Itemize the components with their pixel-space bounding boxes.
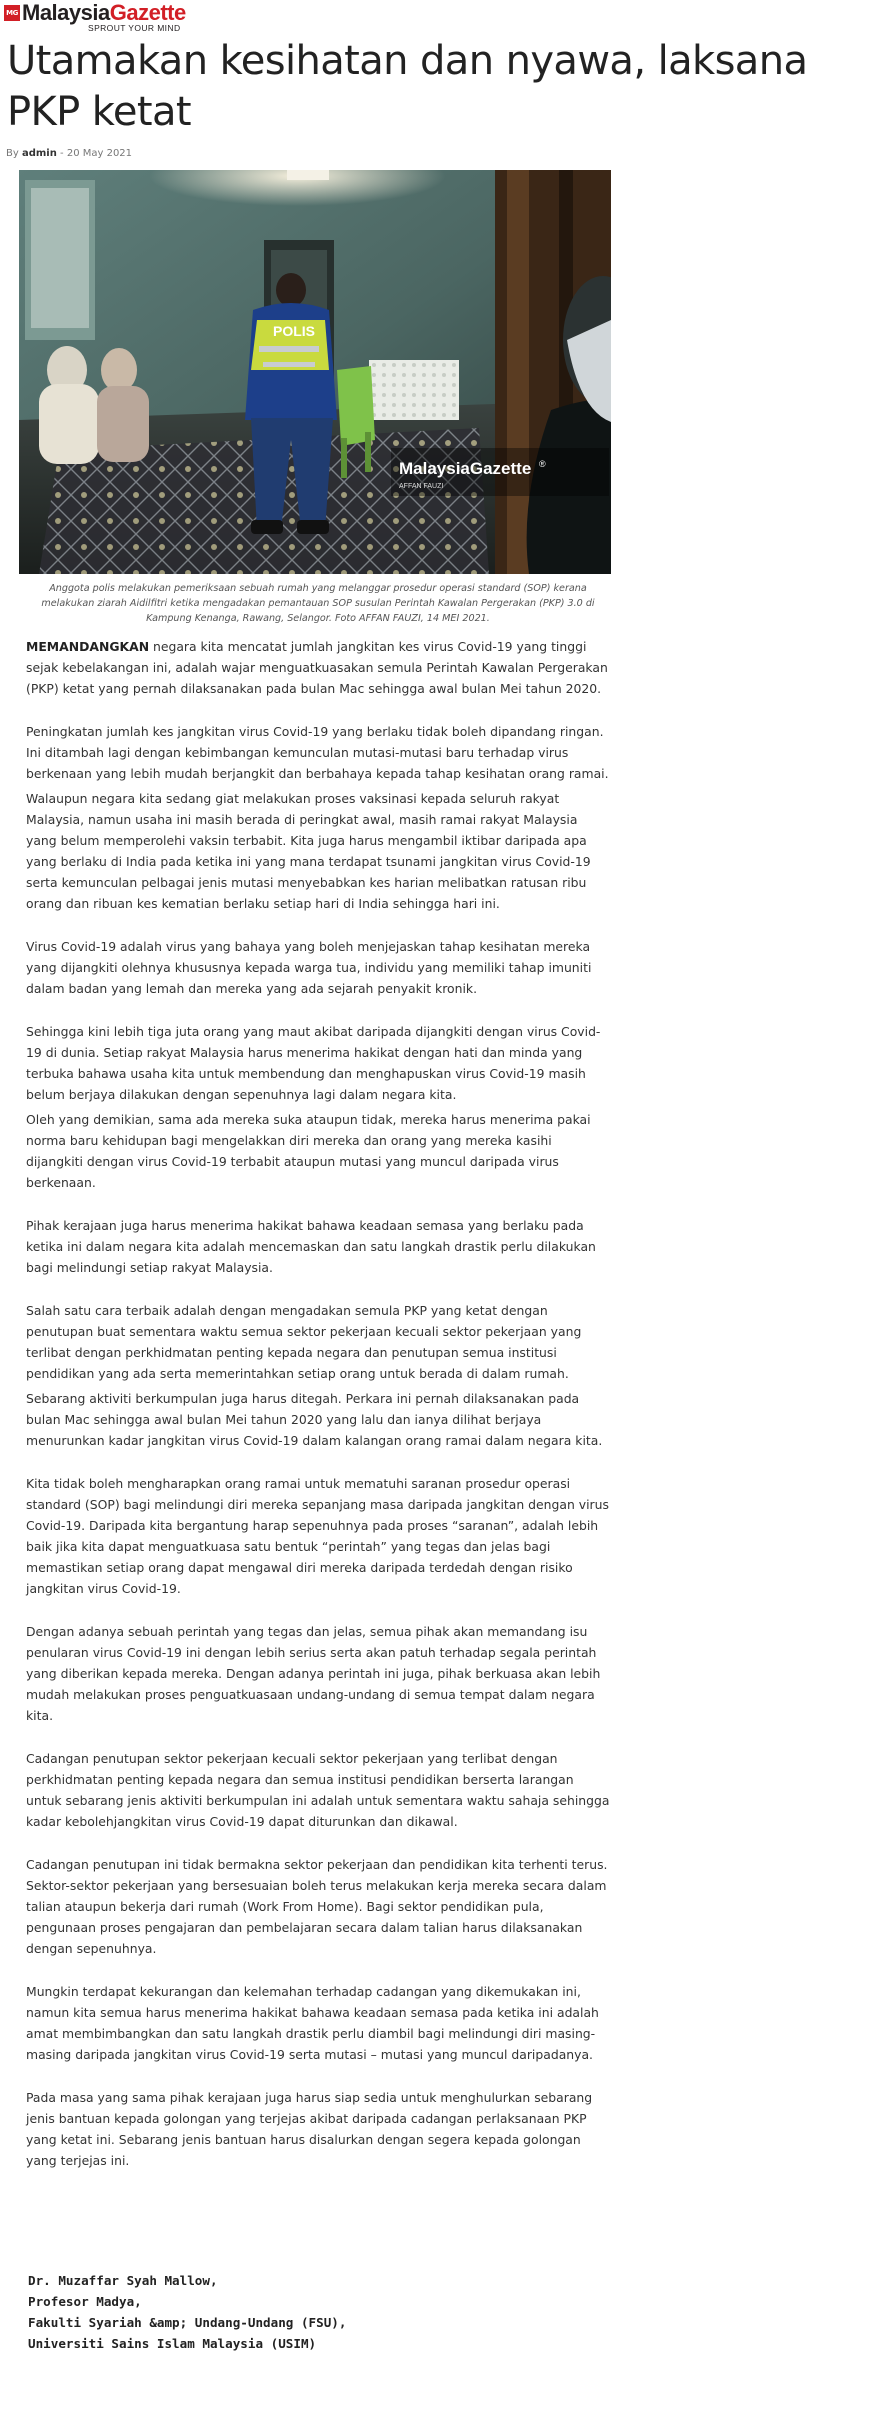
featured-image-graphic <box>19 170 611 574</box>
paragraph-10: Kita tidak boleh mengharapkan orang ramai untuk mematuhi saranan prosedur operasi standard (SOP) bagi melindungi diri mereka sepanjang masa daripada jangkitan dengan virus Covid-19. Daripada kita bergantung harap sepenuhnya pada proses “saranan”, adalah lebih baik jika kita dapat menguatkuasa satu bentuk “perintah” yang tegas dan jelas bagi memastikan setiap orang dapat mengawal diri mereka daripada terdedah dengan risiko jangkitan virus Covid-19. <box>26 1476 609 1596</box>
author-faculty: Fakulti Syariah &amp; Undang-Undang (FSU), <box>28 2315 347 2330</box>
paragraph-13: Cadangan penutupan ini tidak bermakna sektor pekerjaan dan pendidikan kita terhenti terus. Sektor-sektor pekerjaan yang bersesuaian boleh terus melakukan kerja mereka secara dalam talian ataupun bekerja dari rumah (Work From Home). Bagi sektor pendidikan pula, pengunaan proses pengajaran dan pembelajaran secara dalam talian harus dilaksanakan dengan sepenuhnya. <box>26 1857 608 1956</box>
article-body <box>26 636 610 2171</box>
logo-malaysia: Malaysia <box>22 0 110 25</box>
author-name: Dr. Muzaffar Syah Mallow, <box>28 2273 218 2288</box>
logo-gazette: Gazette <box>109 0 186 25</box>
site-header <box>0 0 880 38</box>
author-link[interactable]: admin <box>21 148 57 159</box>
paragraph-6: Oleh yang demikian, sama ada mereka suka ataupun tidak, mereka harus menerima pakai norma baru kehidupan bagi mengelakkan diri mereka dan orang yang mereka kasihi dijangkiti dengan virus Covid-19 terbabit ataupun mutasi yang muncul daripada virus berkenaan. <box>26 1112 591 1190</box>
paragraph-9: Sebarang aktiviti berkumpulan juga harus ditegah. Perkara ini pernah dilaksanakan pada bulan Mac sehingga awal bulan Mei tahun 2020 yang lalu dan ianya dilihat berjaya menurunkan kadar jangkitan virus Covid-19 dalam kalangan orang ramai dalam negara kita. <box>26 1391 603 1448</box>
logo-badge: MG <box>4 5 20 21</box>
paragraph-2: Peningkatan jumlah kes jangkitan virus Covid-19 yang berlaku tidak boleh dipandang ringan. Ini ditambah lagi dengan kebimbangan kemunculan mutasi-mutasi baru terhadap virus berkenaan yang lebih mudah berjangkit dan berbahaya kepada tahap kesihatan orang ramai. <box>26 724 609 781</box>
paragraph-15: Pada masa yang sama pihak kerajaan juga harus siap sedia untuk menghulurkan sebarang jenis bantuan kepada golongan yang terjejas akibat daripada cadangan perlaksanaan PKP yang ketat ini. Sebarang jenis bantuan harus disalurkan dengan segera kepada golongan yang terjejas ini. <box>26 2090 593 2168</box>
byline-separator: - <box>60 148 64 159</box>
watermark-mark: ® <box>539 459 546 469</box>
image-caption: Anggota polis melakukan pemeriksaan sebuah rumah yang melanggar prosedur operasi standard (SOP) kerana melakukan ziarah Aidilfitri ketika mengadakan pemantauan SOP susulan Perintah Kawalan Pergerakan (PKP) 3.0 di Kampung Kenanga, Rawang, Selangor. Foto AFFAN FAUZI, 14 MEI 2021. <box>41 583 595 624</box>
site-logo[interactable] <box>4 2 186 36</box>
paragraph-1-text: negara kita mencatat jumlah jangkitan kes virus Covid-19 yang tinggi sejak kebelakangan ini, adalah wajar menguatkuasakan semula Perintah Kawalan Pergerakan (PKP) ketat yang pernah dilaksanakan pada bulan Mac sehingga awal bulan Mei tahun 2020. <box>26 639 608 696</box>
paragraph-3: Walaupun negara kita sedang giat melakukan proses vaksinasi kepada seluruh rakyat Malaysia, namun usaha ini masih berada di peringkat awal, masih ramai rakyat Malaysia yang belum memperolehi vaksin terbabit. Kita juga harus mengambil iktibar daripada apa yang berlaku di India pada ketika ini yang mana terdapat tsunami jangkitan virus Covid-19 serta kemunculan pelbagai jenis mutasi menyebabkan kes harian melibatkan ratusan ribu orang dan ribuan kes kematian berlaku setiap hari di India sehingga hari ini. <box>26 791 591 911</box>
paragraph-11: Dengan adanya sebuah perintah yang tegas dan jelas, semua pihak akan memandang isu penularan virus Covid-19 ini dengan lebih serius serta akan patuh terhadap segala perintah yang diberikan kepada mereka. Dengan adanya perintah ini juga, pihak berkuasa akan lebih mudah melakukan proses penguatkuasaan undang-undang di semua tempat dalam negara kita. <box>26 1624 601 1723</box>
author-university: Universiti Sains Islam Malaysia (USIM) <box>28 2336 317 2351</box>
byline-prefix: By <box>6 148 19 159</box>
article-title: Utamakan kesihatan dan nyawa, laksana PKP ketat <box>7 38 808 135</box>
article-byline <box>6 148 132 159</box>
vest-text: POLIS <box>273 323 316 339</box>
paragraph-8: Salah satu cara terbaik adalah dengan mengadakan semula PKP yang ketat dengan penutupan buat sementara waktu semua sektor pekerjaan kecuali sektor pekerjaan yang terlibat dengan perkhidmatan penting kepada negara dan penutupan semua institusi pendidikan yang ada serta memerintahkan setiap orang untuk berada di dalam rumah. <box>26 1303 582 1381</box>
logo-tagline: SPROUT YOUR MIND <box>88 23 181 33</box>
paragraph-4: Virus Covid-19 adalah virus yang bahaya yang boleh menjejaskan tahap kesihatan mereka yang dijangkiti olehnya khususnya kepada warga tua, individu yang memiliki tahap imuniti dalam badan yang lemah dan mereka yang ada sejarah penyakit kronik. <box>26 939 592 996</box>
publish-date: 20 May 2021 <box>66 148 133 159</box>
logo-text <box>22 2 186 33</box>
logo-wordmark <box>22 2 186 24</box>
paragraph-5: Sehingga kini lebih tiga juta orang yang maut akibat daripada dijangkiti dengan virus Covid-19 di dunia. Setiap rakyat Malaysia harus menerima hakikat dengan hati dan minda yang terbuka bahawa usaha kita untuk membendung dan menghapuskan virus Covid-19 masih belum berjaya dilakukan dengan sepenuhnya lagi dalam negara kita. <box>26 1024 601 1102</box>
paragraph-1 <box>26 636 610 699</box>
author-title: Profesor Madya, <box>28 2294 142 2309</box>
lead-word: MEMANDANGKAN <box>26 639 150 654</box>
paragraph-12: Cadangan penutupan sektor pekerjaan kecuali sektor pekerjaan yang terlibat dengan perkhidmatan penting kepada negara dan semua institusi pendidikan berserta larangan untuk sebarang jenis aktiviti berkumpulan ini adalah untuk sementara waktu sahaja sehingga kadar kebolehjangkitan virus Covid-19 dapat diturunkan dan dikawal. <box>26 1751 610 1829</box>
paragraph-7: Pihak kerajaan juga harus menerima hakikat bahawa keadaan semasa yang berlaku pada ketika ini dalam negara kita adalah mencemaskan dan satu langkah drastik perlu dilakukan bagi melindungi setiap rakyat Malaysia. <box>26 1218 596 1275</box>
watermark-credit: AFFAN FAUZI <box>399 483 444 490</box>
paragraph-14: Mungkin terdapat kekurangan dan kelemahan terhadap cadangan yang dikemukakan ini, namun kita semua harus menerima hakikat bahawa keadaan semasa pada ketika ini adalah amat membimbangkan dan satu langkah drastik perlu diambil bagi melindungi diri masing-masing daripada jangkitan virus Covid-19 serta mutasi – mutasi yang muncul daripadanya. <box>26 1984 599 2062</box>
featured-image <box>19 170 611 574</box>
watermark-text: MalaysiaGazette <box>399 459 532 478</box>
author-signature <box>28 2270 346 2354</box>
